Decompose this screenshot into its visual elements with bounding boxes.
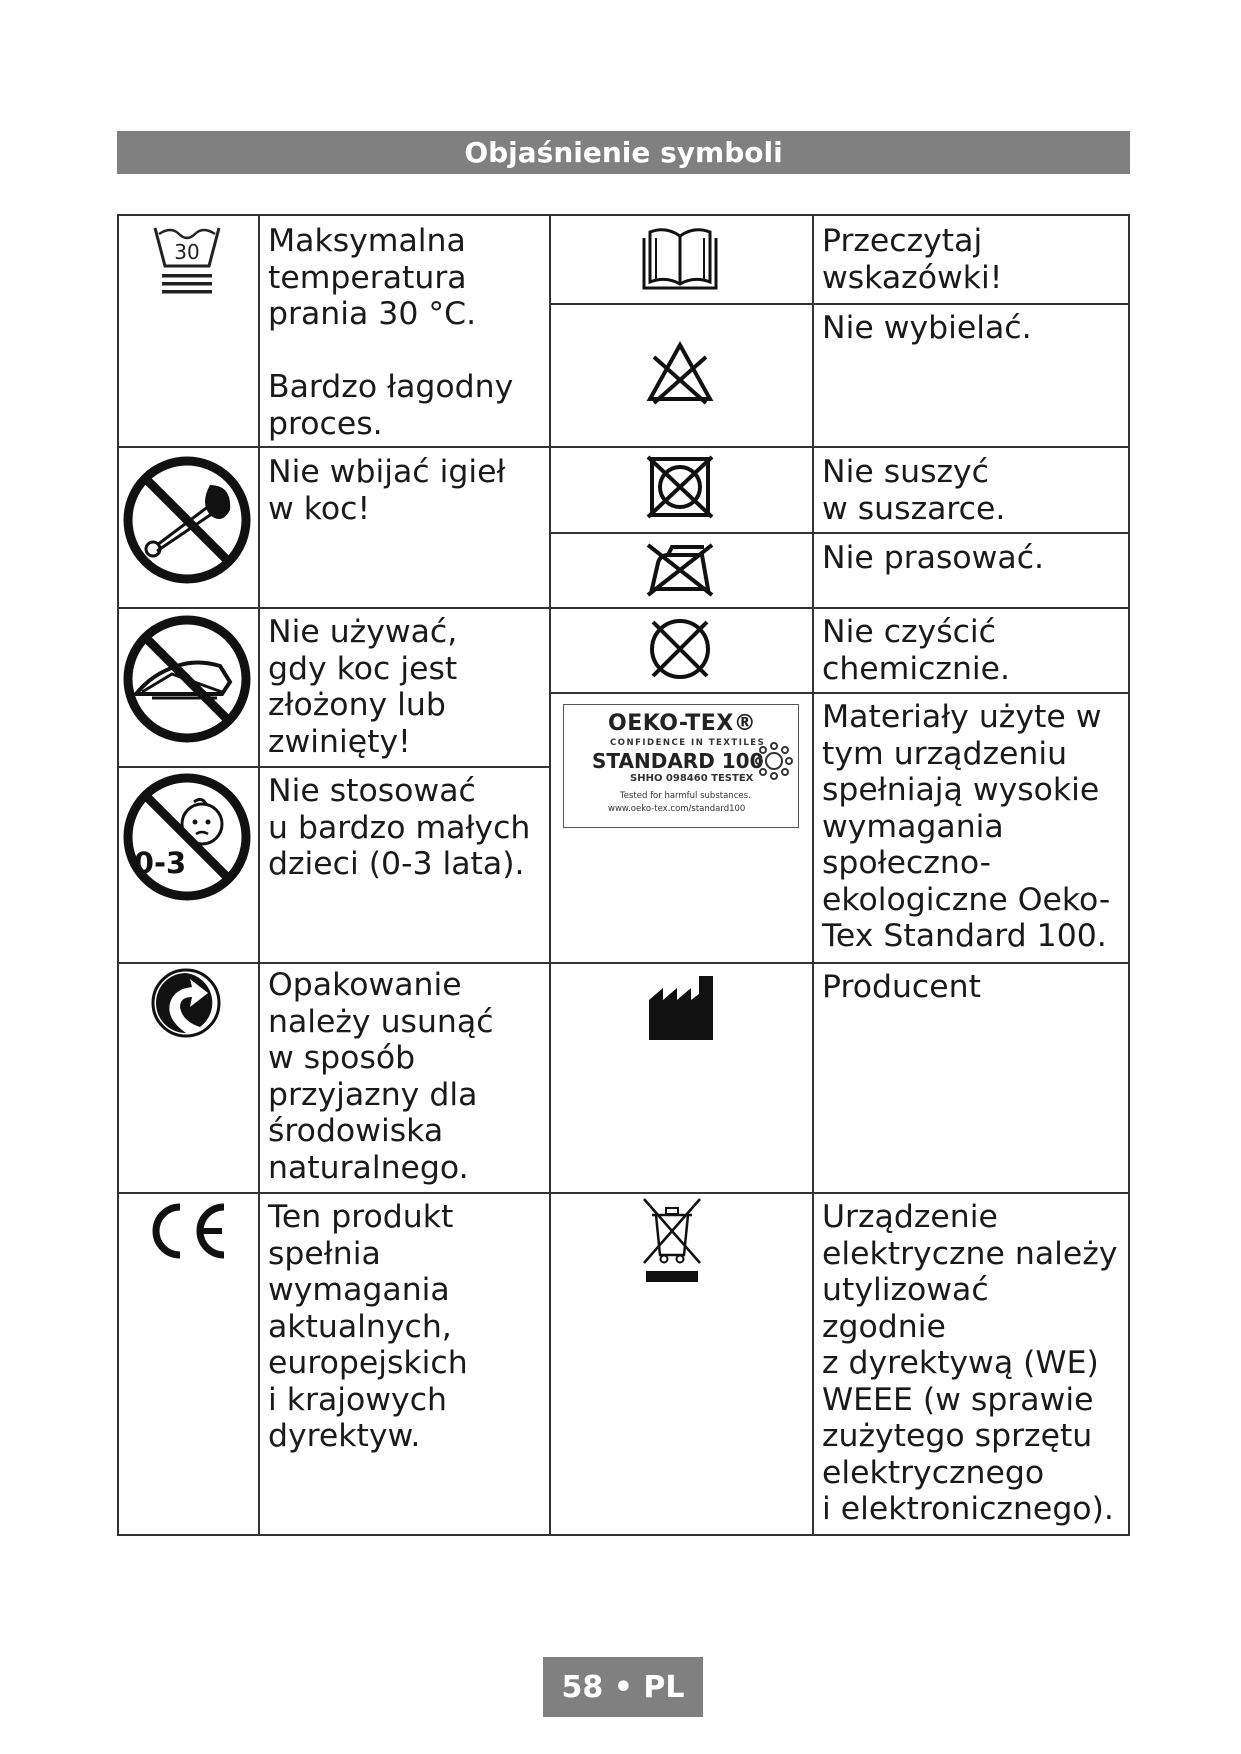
wash-temperature: 30: [174, 240, 200, 264]
green-dot-icon: [150, 967, 222, 1039]
text-weee: Urządzenie elektryczne należy utylizować zgodnie z dyrektywą (WE) WEEE (w sprawie zużytego sprzętu elektrycznego i elektronicznego).: [822, 1199, 1118, 1527]
no-dry-clean-icon: [645, 616, 715, 682]
page-number: 58 • PL: [561, 1669, 685, 1705]
text-manufacturer: Producent: [822, 969, 981, 1005]
ce-mark-icon: [146, 1201, 230, 1261]
text-ce-mark: Ten produkt spełnia wymagania aktualnych, europejskich i krajowych dyrektyw.: [268, 1199, 468, 1454]
table-border-top: [117, 214, 1130, 216]
wash-30-icon: [151, 222, 223, 300]
read-instructions-book-icon: [640, 224, 720, 294]
page-number-badge: [543, 1657, 703, 1717]
table-col-divider-2: [549, 214, 551, 1535]
section-title: Objaśnienie symboli: [464, 136, 783, 169]
text-no-folded-blanket: Nie używać, gdy koc jest złożony lub zwinięty!: [268, 614, 458, 760]
text-oeko-tex: Materiały użyte w tym urządzeniu spełniają wysokie wymagania społeczno- ekologiczne Oeko- Tex Standard 100.: [822, 699, 1111, 954]
text-no-tumble-dry: Nie suszyć w suszarce.: [822, 454, 1006, 527]
no-folded-blanket-icon: [122, 614, 252, 744]
table-border-left: [117, 214, 119, 1535]
right-row-divider: [549, 607, 1130, 609]
oeko-tex-emblem-icon: [754, 741, 794, 781]
table-border-right: [1128, 214, 1130, 1535]
right-row-divider: [549, 692, 1130, 694]
no-tumble-dry-icon: [646, 455, 714, 519]
text-read-instructions: Przeczytaj wskazówki!: [822, 223, 1003, 296]
no-iron-icon: [644, 541, 716, 599]
symbols-table: [117, 214, 1130, 1535]
right-row-divider: [549, 532, 1130, 534]
age-label: 0-3: [133, 846, 187, 880]
oeko-tex-brand: OEKO-TEX®: [608, 711, 757, 736]
text-wash-30: Maksymalna temperatura prania 30 °C. Bardzo łagodny proces.: [268, 223, 514, 442]
text-no-dry-clean: Nie czyścić chemicznie.: [822, 614, 1011, 687]
text-no-bleach: Nie wybielać.: [822, 310, 1032, 346]
oeko-tex-standard: STANDARD 100: [592, 749, 764, 773]
oeko-tex-label: [563, 704, 799, 828]
no-children-0-3-icon: [122, 772, 252, 902]
no-pins-icon: [122, 455, 252, 585]
right-row-divider: [549, 303, 1130, 305]
text-no-iron: Nie prasować.: [822, 540, 1045, 576]
oeko-tex-certificate: SHHO 098460 TESTEX: [630, 773, 754, 784]
table-border-bottom: [117, 1534, 1130, 1536]
no-bleach-icon: [644, 339, 716, 407]
left-row-divider: [117, 962, 550, 964]
text-green-dot: Opakowanie należy usunąć w sposób przyjazny dla środowiska naturalnego.: [268, 967, 494, 1186]
manufacturer-factory-icon: [647, 974, 715, 1042]
right-row-divider: [549, 962, 1130, 964]
left-row-divider: [117, 607, 550, 609]
right-row-divider: [549, 1192, 1130, 1194]
table-col-divider-1: [258, 214, 260, 1535]
oeko-tex-tagline: CONFIDENCE IN TEXTILES: [610, 738, 766, 748]
table-col-divider-3: [812, 214, 814, 1535]
left-row-divider: [117, 446, 550, 448]
weee-crossed-bin-icon: [640, 1197, 704, 1283]
right-row-divider: [549, 446, 1130, 448]
left-row-divider: [117, 1192, 550, 1194]
text-no-pins: Nie wbijać igieł w koc!: [268, 454, 506, 527]
oeko-tex-tested: Tested for harmful substances.: [620, 791, 751, 801]
text-no-children: Nie stosować u bardzo małych dzieci (0-3 lata).: [268, 773, 531, 882]
oeko-tex-url: www.oeko-tex.com/standard100: [608, 804, 746, 814]
section-title-bar: [117, 131, 1130, 174]
left-row-divider: [117, 766, 550, 768]
